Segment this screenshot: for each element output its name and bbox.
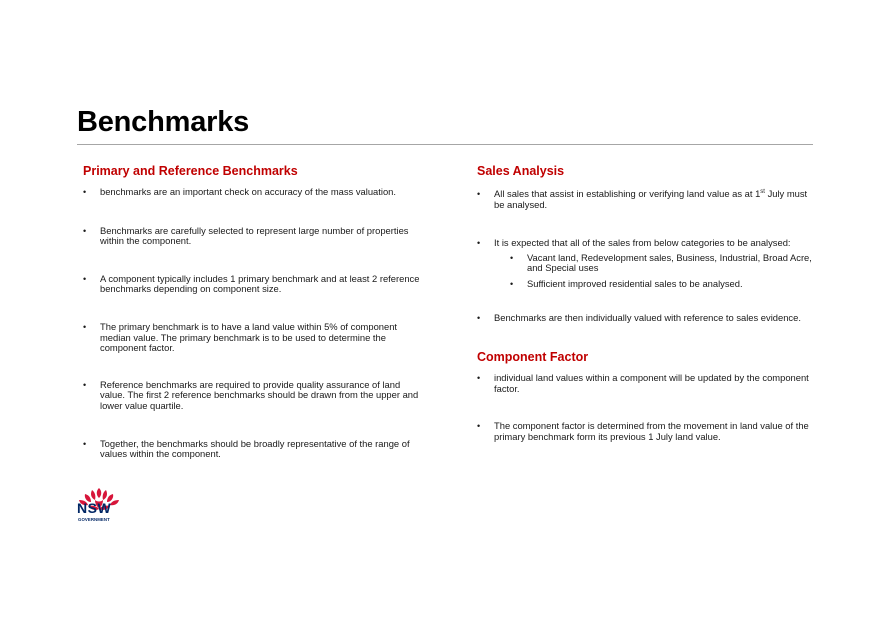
title-divider: [77, 144, 813, 145]
list-item: • It is expected that all of the sales from below categories to be analysed: • Vacant land, Redevelopment sales, Business, Industrial, Broad Acre, and Special uses • Sufficient improved residential sales to be analysed.: [477, 238, 813, 289]
list-item: • The component factor is determined from the movement in land value of the primary benchmark form its previous 1 July land value.: [477, 421, 813, 442]
primary-reference-heading: Primary and Reference Benchmarks: [83, 164, 298, 178]
list-item: • individual land values within a component will be updated by the component factor.: [477, 373, 813, 394]
right-column: [477, 164, 813, 443]
page-title: Benchmarks: [77, 106, 250, 138]
list-item: • Vacant land, Redevelopment sales, Business, Industrial, Broad Acre, and Special uses: [510, 253, 813, 274]
list-item: • Reference benchmarks are required to provide quality assurance of land value. The first 2 reference benchmarks should be drawn from the upper and lower value quartile.: [83, 380, 423, 412]
list-item: • Benchmarks are then individually valued with reference to sales evidence.: [477, 313, 813, 324]
sales-category-sublist: [494, 253, 813, 290]
sales-analysis-heading: Sales Analysis: [477, 164, 565, 178]
nsw-wordmark: NSW: [77, 500, 112, 516]
list-item: • All sales that assist in establishing or verifying land value as at 1st July must be analysed.: [477, 189, 813, 210]
list-item: • A component typically includes 1 primary benchmark and at least 2 reference benchmarks depending on component size.: [83, 274, 423, 295]
sales-bullet-list: [477, 189, 813, 323]
list-item: • Together, the benchmarks should be broadly representative of the range of values within the component.: [83, 439, 423, 460]
left-column: [83, 164, 423, 460]
list-item: • Sufficient improved residential sales to be analysed.: [510, 279, 813, 290]
government-subtext: GOVERNMENT: [78, 517, 110, 522]
component-factor-heading: Component Factor: [477, 350, 589, 365]
list-item: • The primary benchmark is to have a land value within 5% of component median value. The primary benchmark is to be used to determine the component factor.: [83, 322, 423, 354]
list-item: • benchmarks are an important check on accuracy of the mass valuation.: [83, 187, 423, 198]
benchmark-bullet-list: [83, 187, 423, 460]
factor-bullet-list: [477, 373, 813, 442]
list-item: • Benchmarks are carefully selected to represent large number of properties within the component.: [83, 226, 423, 247]
